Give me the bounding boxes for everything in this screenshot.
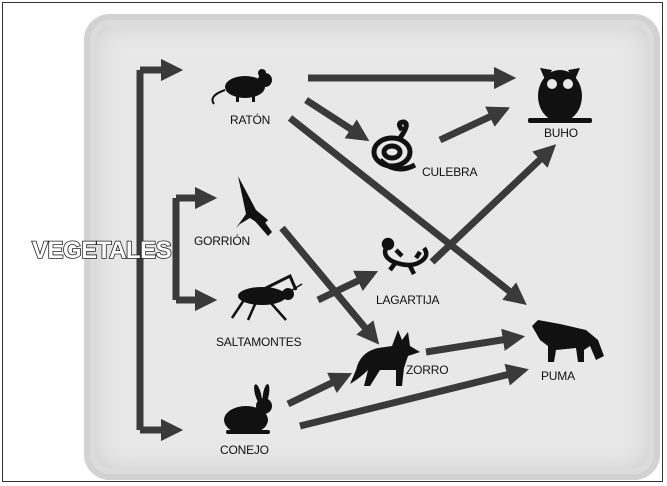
node-label-buho: BUHO <box>544 126 578 140</box>
node-label-zorro: ZORRO <box>406 363 449 377</box>
arrow-conejo-zorro <box>288 378 342 404</box>
arrow-raton-culebra <box>306 100 360 135</box>
node-label-culebra: CULEBRA <box>422 165 478 179</box>
arrow-zorro-puma <box>426 338 514 352</box>
fox-icon <box>350 330 420 386</box>
node-label-raton: RATÓN <box>230 113 271 127</box>
owl-icon <box>528 68 592 123</box>
source-label: VEGETALES <box>32 237 172 264</box>
mouse-icon <box>212 69 272 104</box>
lizard-icon <box>384 240 426 274</box>
node-label-lagartija: LAGARTIJA <box>376 293 440 307</box>
node-label-gorrion: GORRIÓN <box>194 234 250 248</box>
snake-icon <box>374 122 415 169</box>
node-label-conejo: CONEJO <box>220 443 269 457</box>
swallow-icon <box>236 176 272 236</box>
node-label-saltamontes: SALTAMONTES <box>216 335 302 349</box>
grasshopper-icon <box>232 276 302 320</box>
node-label-puma: PUMA <box>541 369 575 383</box>
arrow-culebra-buho <box>440 112 500 140</box>
puma-icon <box>532 320 604 362</box>
arrow-raton-puma <box>290 118 518 298</box>
rabbit-icon <box>224 384 272 434</box>
